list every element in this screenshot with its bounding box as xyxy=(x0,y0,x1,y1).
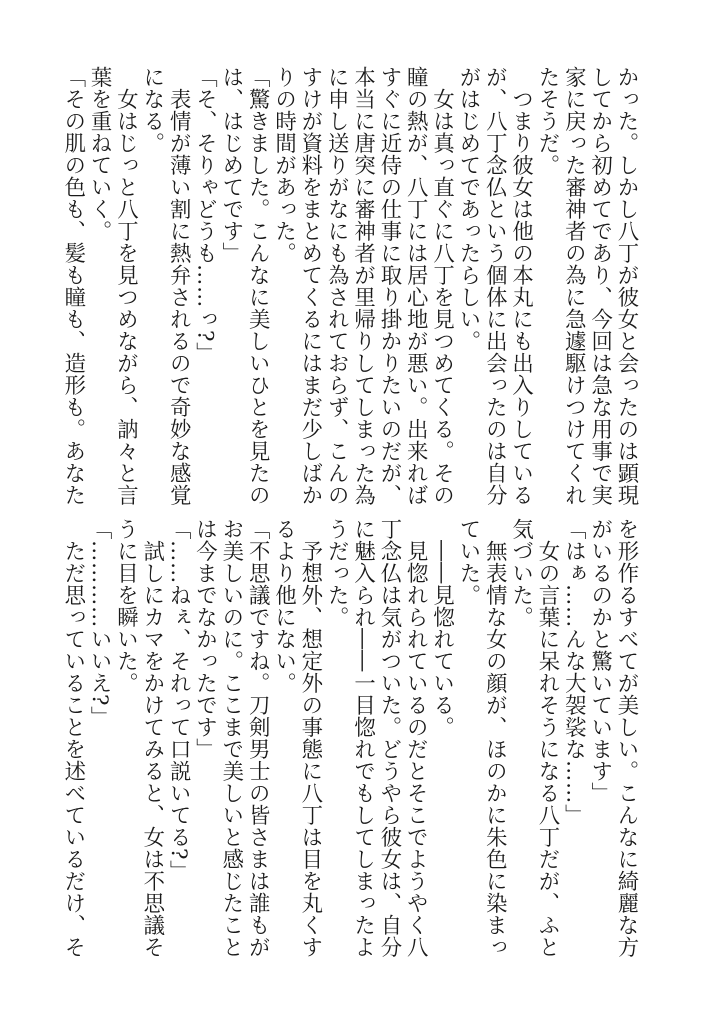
text-line: ――見惚れている。 xyxy=(429,518,455,738)
text-line: 予想外、想定外の事態に八丁は目を丸くす xyxy=(297,518,323,958)
text-line: が、八丁念仏という個体に出会ったのは自分 xyxy=(482,66,508,506)
text-line: 本当に唐突に審神者が里帰りしてしまった為 xyxy=(350,66,376,506)
text-line: 「その肌の色も、髪も瞳も、造形も。あなた xyxy=(60,66,86,506)
text-line: がはじめてであったらしい。 xyxy=(455,66,481,352)
text-line: 「不思議ですね。刀剣男士の皆さまは誰もが xyxy=(245,518,271,958)
text-line: 女の言葉に呆れそうになる八丁だが、ふと xyxy=(534,518,560,958)
text-line: 瞳の熱が、八丁には居心地が悪い。出来れば xyxy=(403,66,429,506)
upper-text-tier xyxy=(60,66,639,506)
text-line: 「そ、そりゃどうも……っ?」 xyxy=(192,66,218,365)
text-line: ただ思っていることを述べているだけ、そ xyxy=(60,518,86,958)
text-line: 「はぁ……んな大袈裟な……」 xyxy=(561,518,587,826)
text-line: に申し送りがなにも為されておらず、こんの xyxy=(324,66,350,506)
text-line: 見惚れられているのだとそこでようやく八 xyxy=(403,518,429,958)
text-line: うに目を瞬いた。 xyxy=(113,518,139,694)
text-line: るより他にない。 xyxy=(271,518,297,694)
text-line: 「…………いいえ?」 xyxy=(87,518,113,729)
text-line: 女はじっと八丁を見つめながら、訥々と言 xyxy=(113,66,139,506)
text-line: たそうだ。 xyxy=(534,66,560,176)
text-line: お美しいのに。ここまで美しいと感じたこと xyxy=(218,518,244,958)
text-line: 無表情な女の顔が、ほのかに朱色に染まっ xyxy=(482,518,508,958)
text-line: に魅入られ――一目惚れでもしてしまったよ xyxy=(350,518,376,958)
text-line: 葉を重ねていく。 xyxy=(87,66,113,242)
text-line: かった。しかし八丁が彼女と会ったのは顕現 xyxy=(614,66,639,506)
text-line: うだった。 xyxy=(324,518,350,628)
text-line: 女は真っ直ぐに八丁を見つめてくる。その xyxy=(429,66,455,506)
text-line: ていた。 xyxy=(455,518,481,606)
lower-text-tier xyxy=(60,518,639,958)
text-line: 丁念仏は気がついた。どうやら彼女は、自分 xyxy=(376,518,402,958)
text-line: がいるのかと驚いています」 xyxy=(587,518,613,804)
text-line: は、はじめてです」 xyxy=(218,66,244,264)
text-line: すけが資料をまとめてくるにはまだ少しばか xyxy=(297,66,323,506)
text-line: してから初めてであり、今回は急な用事で実 xyxy=(587,66,613,506)
text-line: 「……ねぇ、それって口説いてる?」 xyxy=(166,518,192,883)
text-line: になる。 xyxy=(139,66,165,154)
text-line: 「驚きました。こんなに美しいひとを見たの xyxy=(245,66,271,506)
text-line: を形作るすべてが美しい。こんなに綺麗な方 xyxy=(614,518,639,958)
text-line: すぐに近侍の仕事に取り掛かりたいのだが、 xyxy=(376,66,402,506)
text-line: 試しにカマをかけてみると、女は不思議そ xyxy=(139,518,165,958)
text-line: りの時間があった。 xyxy=(271,66,297,264)
text-line: つまり彼女は他の本丸にも出入りしている xyxy=(508,66,534,506)
text-line: 家に戻った審神者の為に急遽駆けつけてくれ xyxy=(561,66,587,506)
text-line: は今までなかったです」 xyxy=(192,518,218,760)
text-line: 表情が薄い割に熱弁されるので奇妙な感覚 xyxy=(166,66,192,506)
text-line: 気づいた。 xyxy=(508,518,534,628)
